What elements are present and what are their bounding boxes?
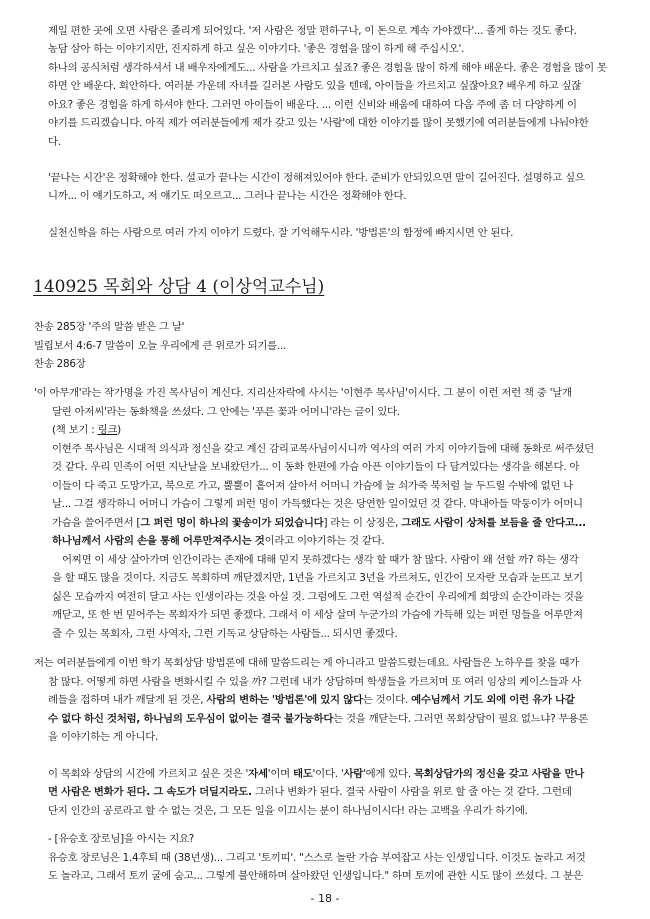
- bold-run: 사람의 변하는 '방법론'에 있지 않다: [206, 694, 363, 706]
- bold-run: 수 없다 하신 것처럼, 하나님의 도우심이 없이는 결국 불가능하다: [48, 713, 334, 725]
- text-line: 날... 그걸 생각하니 어머니 가슴이 그렇게 퍼런 멍이 가득했다는 것은 당연한 일이었던 것 같다. 막내아들 막둥이가 어머니: [52, 498, 583, 510]
- text-run: 는 것을 깨닫는다. 그러면 목회상담이 필요 없느냐? 무용론: [333, 713, 588, 725]
- bold-run: 그래도 사람이 상처를 보듬을 줄 안다고...: [401, 517, 586, 529]
- text-line: 을 할 때도 많을 것이다. 지금도 목회하며 깨닫겠지만, 1년을 가르치고 3년을 가르쳐도, 인간이 모자란 모습과 눈뜨고 보기: [52, 572, 583, 584]
- text-line: 다.: [48, 136, 61, 148]
- bold-run: 하나님께서 사람의 손을 통해 어루만져주시는 것: [52, 535, 265, 547]
- text-line: 싫은 모습까지 여전히 달고 사는 인생이라는 것을 아실 것. 그럼에도 그런 역설적 순간이 우리에게 희망의 순간이라는 것을: [52, 591, 584, 603]
- text-run: '이다. ': [312, 768, 344, 780]
- book-suffix: ): [117, 424, 121, 436]
- text-line: [52, 532, 384, 551]
- text-line: - [유승호 장로님]을 아시는 지요?: [48, 833, 195, 845]
- book-link-line: [52, 421, 121, 440]
- text-line: 하나의 공식처럼 생각하셔서 내 배우자에게도... 사람을 가르치고 싶죠? 좋은 경험을 많이 하게 해야 배운다. 좋은 경험을 많이 못: [48, 62, 607, 74]
- text-line: [52, 514, 586, 533]
- text-run: 그러나 변화가 된다. 결국 사람이 사람을 위로 할 줄 아는 것 같다. 그런데: [251, 786, 572, 798]
- text-run: ] 라는 이 상징은,: [323, 517, 402, 529]
- book-prefix: (책 보기 :: [52, 424, 98, 436]
- bold-run: 예수님께서 기도 외에 이런 유가 나갈: [411, 694, 575, 706]
- text-line: 도 놀라고, 그래서 토끼 굴에 숨고... 그렇게 불안해하며 살아왔던 인생입니다." 하며 토끼에 관한 시도 많이 쓰셨다. 그 분은: [48, 870, 583, 882]
- text-line: [48, 765, 584, 784]
- text-run: '이며: [267, 768, 293, 780]
- text-line: 달린 아저씨'라는 동화책을 쓰셨다. 그 안에는 '푸른 꽃과 어머니'라는 글이 있다.: [52, 406, 400, 418]
- text-line: 니까... 이 얘기도하고, 저 얘기도 떠오르고... 그러나 끝나는 시간은 정확해야 한다.: [48, 190, 407, 202]
- text-line: '이 아무개'라는 작가명을 가진 목사님이 계신다. 지리산자락에 사시는 '이현주 목사님'이시다. 그 분이 이런 저런 책 중 '날개: [34, 387, 572, 399]
- text-run: 례들을 접하며 내가 깨달게 된 것은,: [48, 694, 207, 706]
- text-line: [48, 710, 588, 729]
- text-line: 단지 인간의 공로라고 할 수 없는 것은, 그 모든 일을 이끄시는 분이 하나님이시다! 라는 고백을 우리가 하기에.: [48, 805, 528, 817]
- text-run: 이 목회와 상담의 시간에 가르치고 싶은 것은 ': [48, 768, 249, 780]
- text-line: 깨닫고, 또 한 번 믿어주는 목회자가 되면 좋겠다. 그래서 이 세상 살며 누군가의 가슴에 가득해 있는 퍼런 멍들을 어루만져: [52, 609, 583, 621]
- text-run: 이라고 이야기하는 것 같다.: [264, 535, 385, 547]
- bold-run: 사람: [343, 768, 364, 780]
- page-number: - 18 -: [310, 892, 340, 905]
- text-line: 어찌면 이 세상 살아가며 인간이라는 존재에 대해 믿지 못하겠다는 생각 할 때가 참 많다. 사람이 왜 선할 까? 하는 생각: [62, 554, 579, 566]
- bold-run: 그 퍼런 멍이 하나의 꽃송이가 되었습니다: [140, 517, 324, 529]
- book-link[interactable]: 링크: [97, 424, 118, 436]
- text-line: 을 이야기하는 게 아니다.: [48, 731, 159, 743]
- text-line: [48, 783, 572, 802]
- text-line: 제일 편한 곳에 오면 사람은 졸리게 되어있다. '저 사람은 정말 편하구나, 이 돈으로 계속 가야겠다'... 졸게 하는 것도 좋다.: [48, 25, 577, 37]
- text-line: 야기를 드리겠습니다. 아직 제가 여러분들에게 제가 갖고 있는 '사람'에 대한 이야기를 많이 못했기에 여러분들에게 나눠야한: [48, 117, 589, 129]
- scripture-line: 빌립보서 4:6-7 말씀이 오늘 우리에게 큰 위로가 되기를...: [34, 340, 287, 352]
- text-line: 저는 여러분들에게 이번 학기 목회상담 방법론에 대해 말씀드리는 게 아니라고 말씀드렸는데요. 사람들은 노하우를 찾을 때가: [34, 657, 579, 669]
- bold-run: 자세: [248, 768, 268, 780]
- bold-run: 면 사람은 변화가 된다. 그 속도가 더딜지라도.: [48, 786, 252, 798]
- text-line: '끝나는 시간'은 정확해야 한다. 설교가 끝나는 시간이 정해져있어야 한다. 준비가 안되있으면 말이 길어진다. 설명하고 싶으: [48, 172, 585, 184]
- text-line: 이현주 목사님은 시대적 의식과 정신을 갖고 계신 감리교목사님이시니까 역사의 여러 가지 이야기들에 대해 동화로 써주셨던: [52, 443, 594, 455]
- text-line: 이들이 다 죽고 도망가고, 북으로 가고, 뿔뿔이 흩어져 살아서 어머니 가슴에 늘 쇠가죽 북처럼 늘 두드릴 수밖에 없던 나: [52, 480, 574, 492]
- text-line: 하면 안 배운다. 회안하다. 여러분 가운데 자녀를 길러본 사람도 있을 텐데, 아이들을 가르치고 싶잖아요? 배우게 하고 싶잖: [48, 80, 582, 92]
- hymn-line: 찬송 286장: [34, 358, 86, 370]
- text-line: [48, 691, 575, 710]
- text-line: 실천신학을 하는 사람으로 여러 가지 이야기 드렸다. 잘 기억해두시라. '방법론'의 함정에 빠지시면 안 된다.: [48, 227, 514, 239]
- bold-run: 태도: [292, 768, 313, 780]
- text-line: 것 같다. 우리 민족이 어떤 지난날을 보내왔던가... 이 동화 한편에 가슴 아픈 이야기들이 다 담겨있다는 생각을 해본다. 아: [52, 461, 580, 473]
- text-line: 유승호 장로님은 1.4후퇴 때 (38년생)... 그리고 '토끼띠'. "스스로 놀란 가슴 부여잡고 사는 인생입니다. 이것도 놀라고 저것: [48, 852, 586, 864]
- text-run: 가슴을 쓸어주면서 [: [52, 517, 141, 529]
- section-title: 140925 목회와 상담 4 (이상억교수님): [33, 277, 325, 297]
- text-run: '에게 있다.: [363, 768, 414, 780]
- text-line: 줄 수 있는 목회자, 그런 사역자, 그런 기독교 상담하는 사람들... 되시면 좋겠다.: [52, 628, 398, 640]
- hymn-line: 찬송 285장 '주의 말씀 받은 그 날': [34, 321, 185, 333]
- text-line: 참 많다. 어떻게 하면 사람을 변화시킬 수 있을 까? 그런데 내가 상담하며 학생들을 가르치며 또 여러 임상의 케이스들과 사: [48, 676, 582, 688]
- text-line: 농담 삼아 하는 이야기지만, 진지하게 하고 싶은 이야기다. '좋은 경험을 많이 하게 해 주십시오'.: [48, 43, 465, 55]
- bold-run: 목회상담가의 정신을 갖고 사람을 만나: [413, 768, 585, 780]
- text-run: 는 것이다.: [362, 694, 412, 706]
- text-line: 아요? 좋은 경험을 하게 하셔야 한다. 그러면 아이들이 배운다. ... 이런 신비와 배움에 대하여 다음 주에 좀 더 다양하게 이: [48, 99, 577, 111]
